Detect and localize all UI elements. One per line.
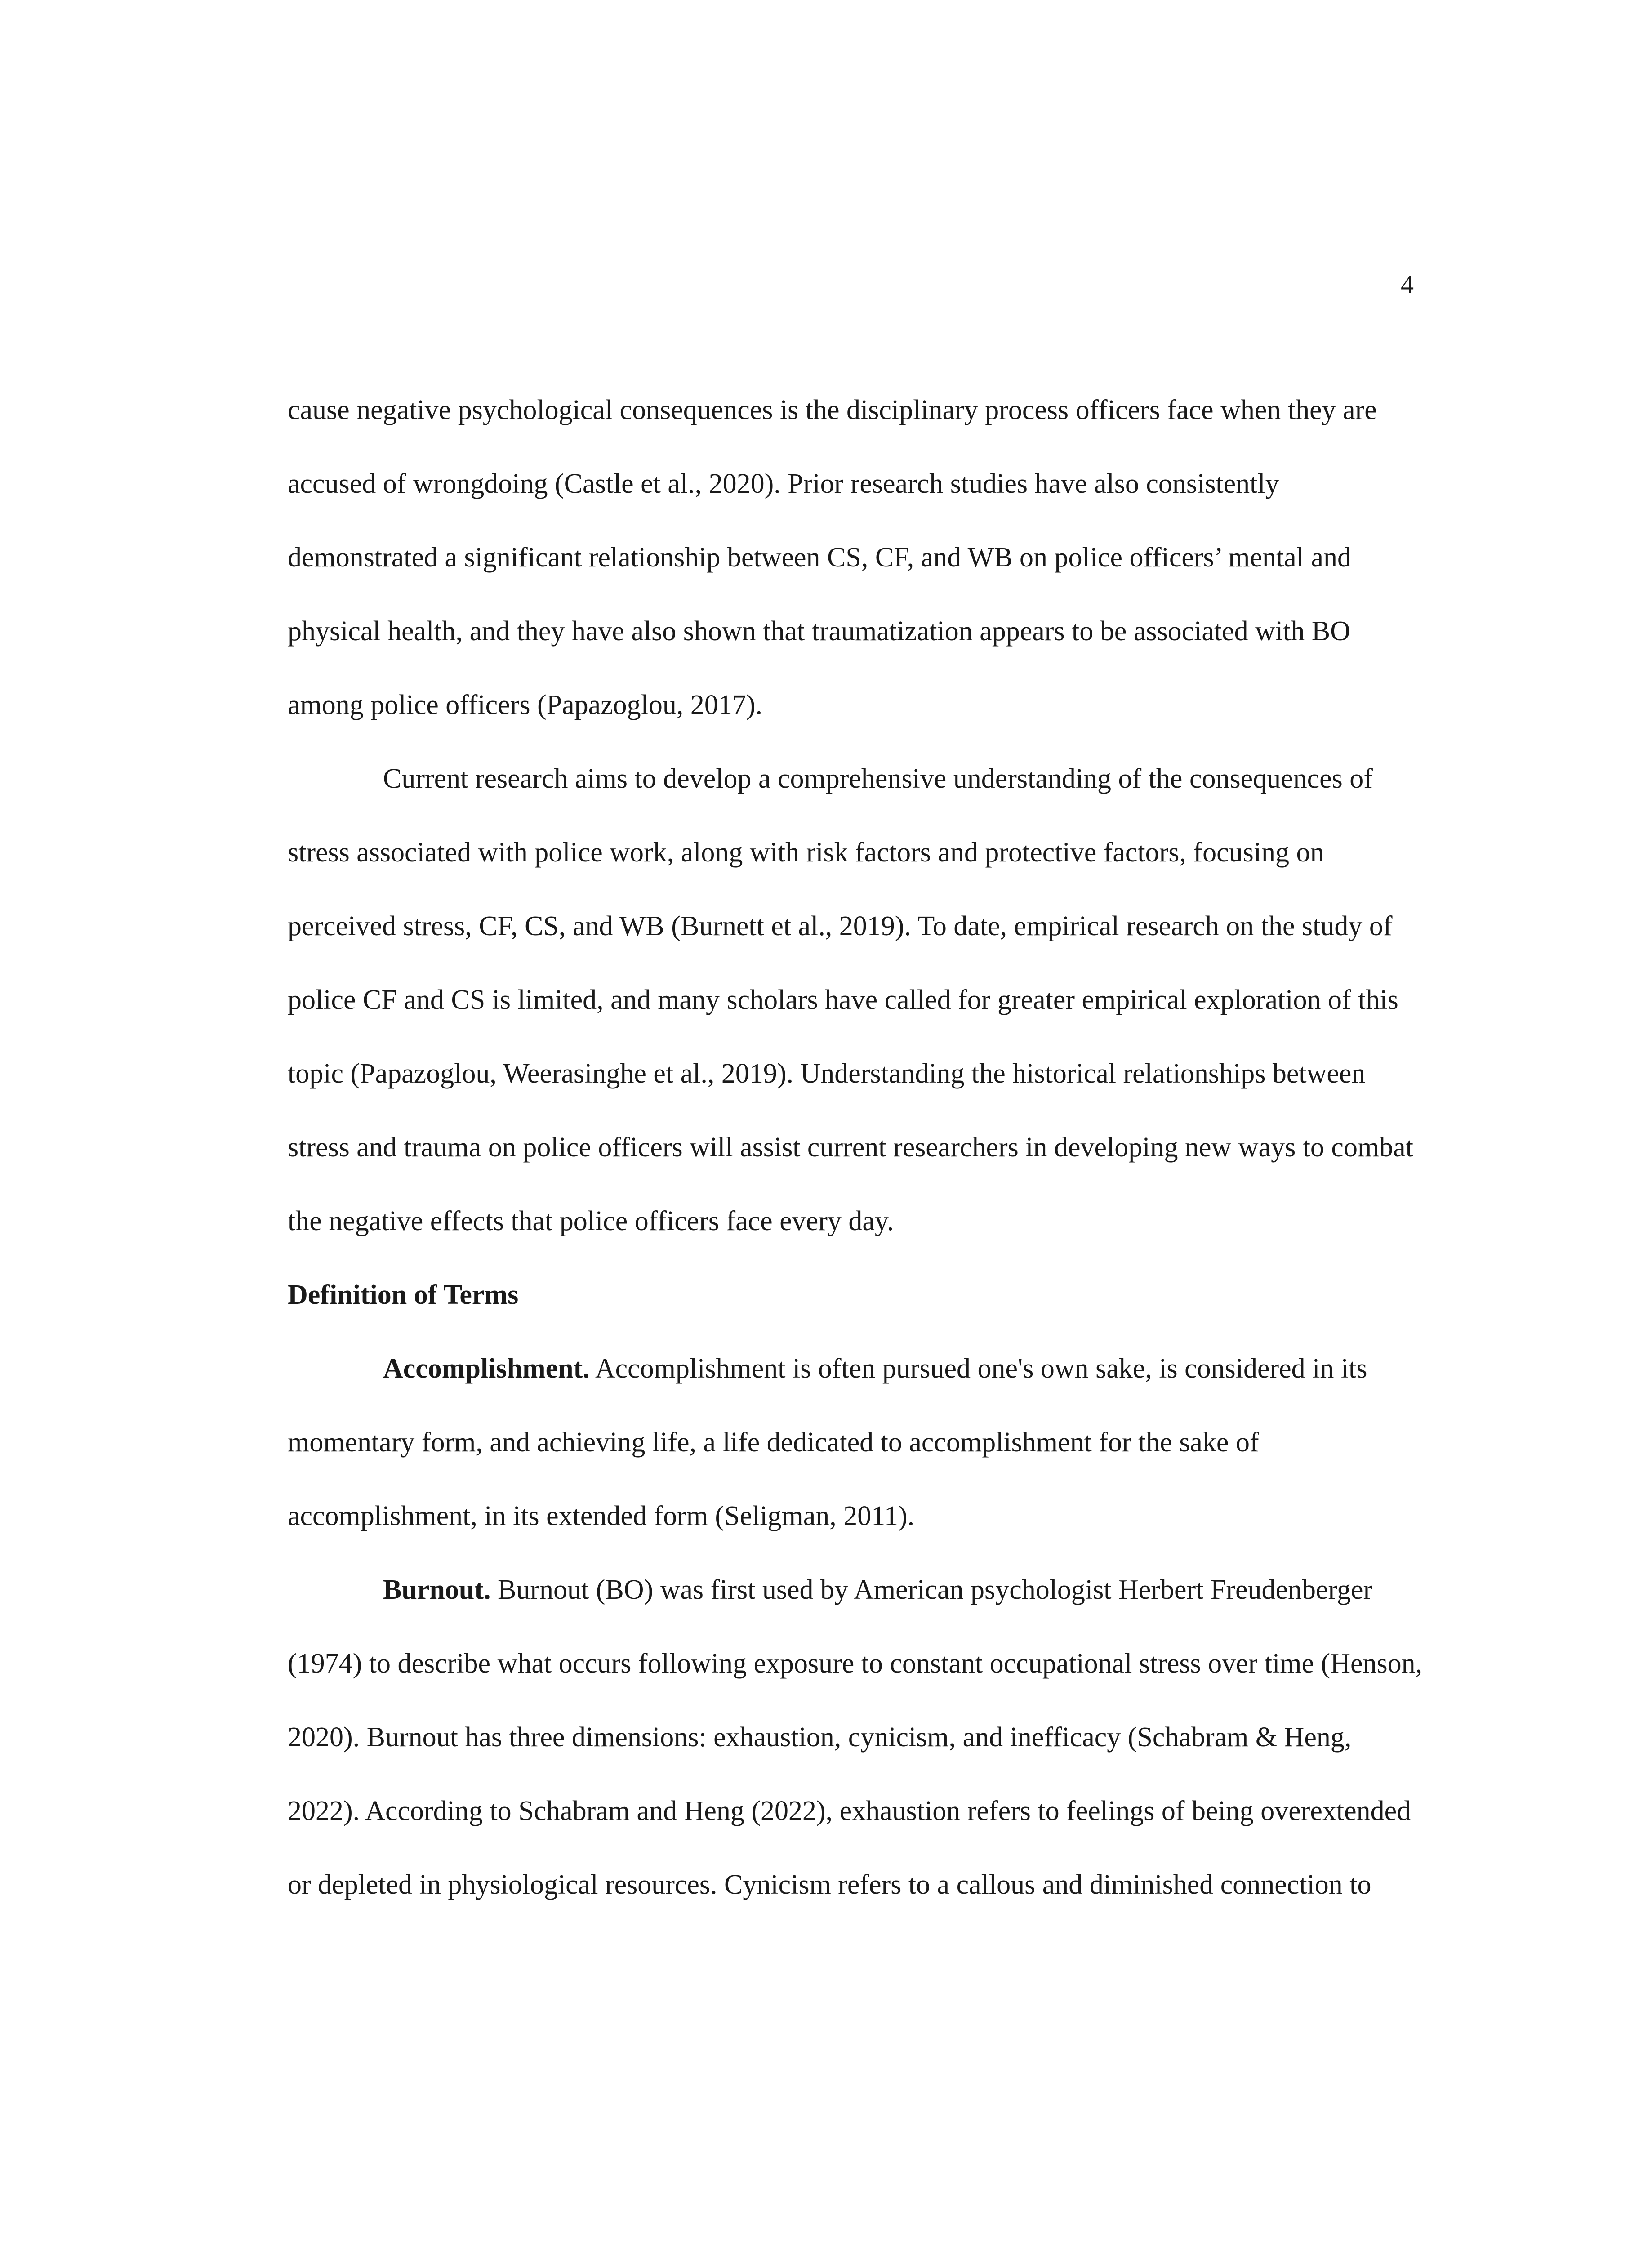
definition-text: Burnout (BO) was first used by American psychologist Herbert Freudenberger (1974) to describe what occurs following exposure to constant occupational stress over time (Henson, 2020). Burnout has three dimensions: exhaustion, cynicism, and inefficacy (Schabram & Heng, 2022). According to Schabram and Heng (2022), exhaustion refers to feelings of being overextended or depleted in physiological resources. Cynicism refers to a callous and diminished connection to bbox=[288, 1574, 1423, 1900]
document-body bbox=[288, 373, 1429, 1922]
definition-accomplishment bbox=[288, 1332, 1429, 1553]
section-heading: Definition of Terms bbox=[288, 1280, 519, 1310]
paragraph-continued: cause negative psychological consequences is the disciplinary process officers face when they are accused of wrongdoing (Castle et al., 2020). Prior research studies have also consistently demonstrated a significant relationship between CS, CF, and WB on police officers’ mental and physical health, and they have also shown that traumatization appears to be associated with BO among police officers (Papazoglou, 2017). bbox=[288, 395, 1377, 720]
definition-burnout bbox=[288, 1553, 1429, 1922]
page-number: 4 bbox=[1401, 270, 1414, 299]
definition-term: Burnout. bbox=[383, 1574, 491, 1605]
definition-text: Accomplishment is often pursued one's own sake, is considered in its momentary form, and achieving life, a life dedicated to accomplishment for the sake of accomplishment, in its extended form (Seligman, 2011). bbox=[288, 1353, 1367, 1531]
definition-term: Accomplishment. bbox=[383, 1353, 590, 1384]
paragraph-current-research: Current research aims to develop a comprehensive understanding of the consequences of stress associated with police work, along with risk factors and protective factors, focusing on perceived stress, CF, CS, and WB (Burnett et al., 2019). To date, empirical research on the study of police CF and CS is limited, and many scholars have called for greater empirical exploration of this topic (Papazoglou, Weerasinghe et al., 2019). Understanding the historical relationships between stress and trauma on police officers will assist current researchers in developing new ways to combat the negative effects that police officers face every day. bbox=[288, 763, 1413, 1236]
